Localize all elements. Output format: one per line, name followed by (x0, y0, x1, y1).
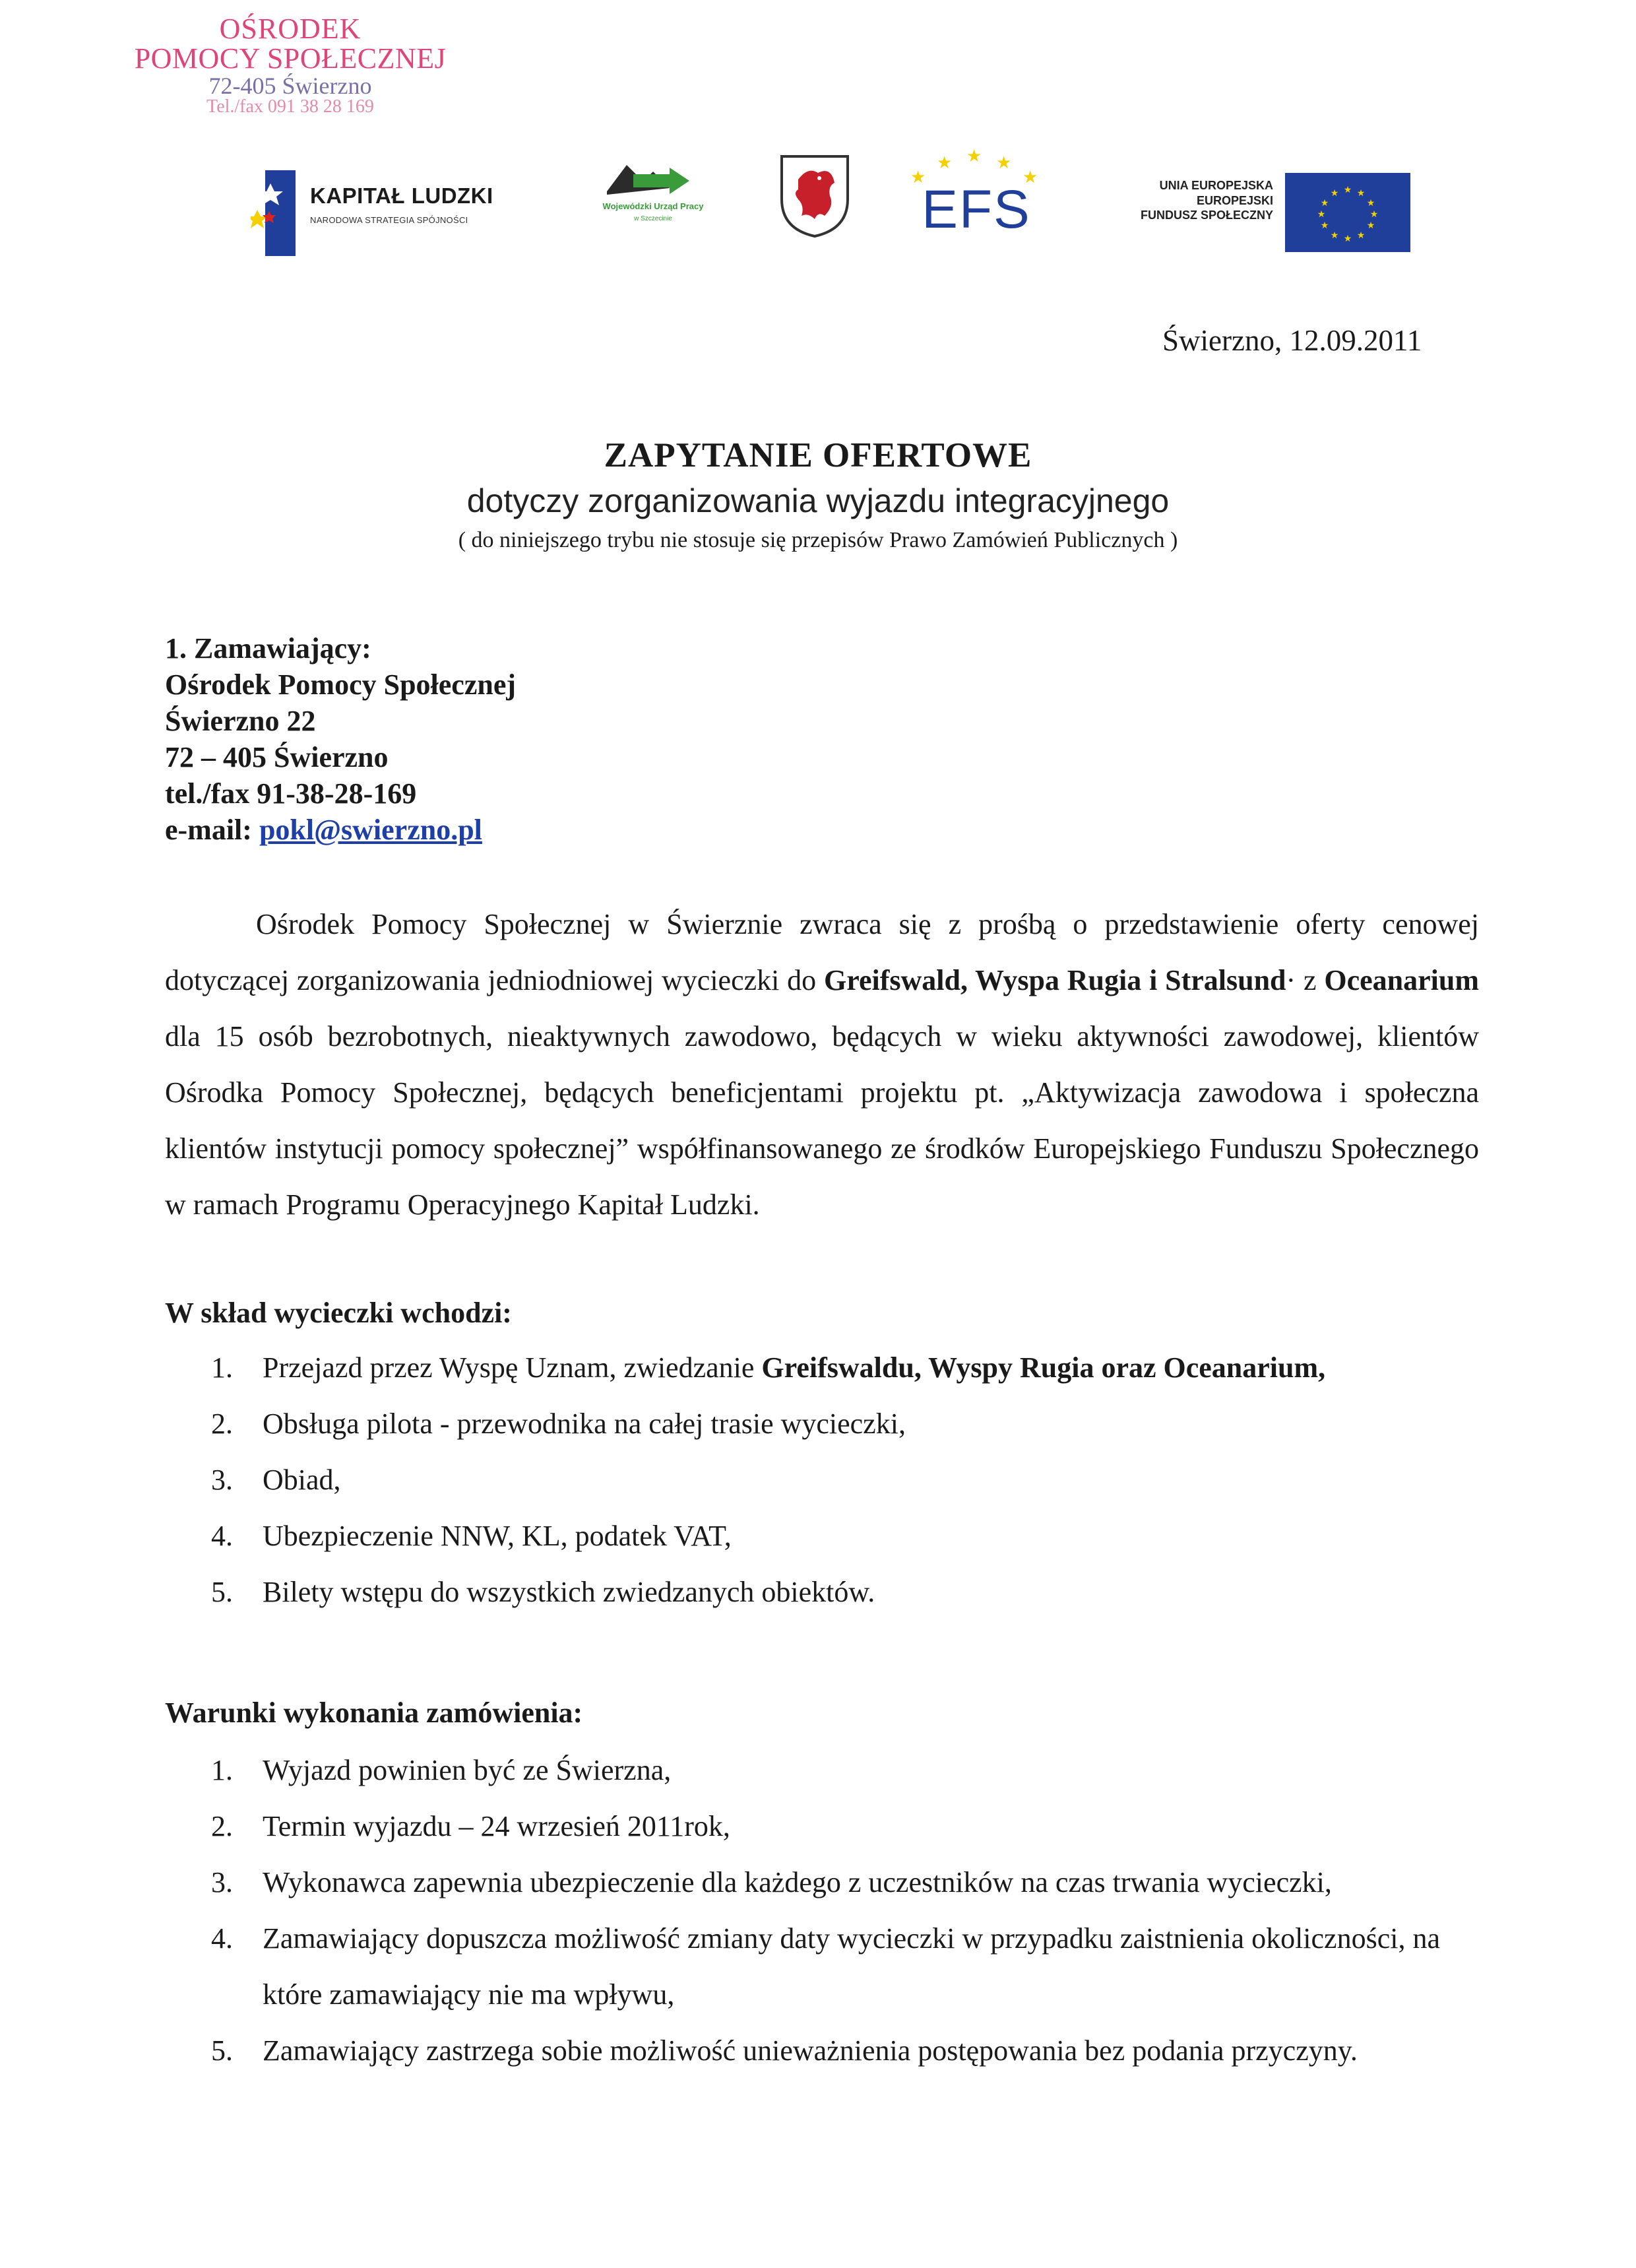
stamp-line-3: 72-405 Świerzno (208, 72, 372, 99)
email-link[interactable]: pokl@swierzno.pl (259, 814, 482, 846)
stamp-line-2: POMOCY SPOŁECZNEJ (134, 42, 447, 75)
svg-text:★: ★ (937, 153, 953, 173)
svg-text:★: ★ (1343, 185, 1352, 195)
paragraph-oceanarium: Oceanarium (1324, 964, 1480, 996)
griffin-crest-icon (778, 153, 851, 239)
efs-wordmark: EFS (922, 179, 1031, 240)
list-item: 5. Zamawiający zastrzega sobie możliwość unieważnienia postępowania bez podania przyczyny. (211, 2034, 1358, 2067)
eu-text-line-2: EUROPEJSKI (1196, 193, 1273, 207)
conditions-list (211, 1742, 1497, 2079)
list-item: 2. Termin wyjazdu – 24 wrzesień 2011rok, (211, 1810, 730, 1842)
legal-note: ( do niniejszego trybu nie stosuje się przepisów Prawo Zamówień Publicznych ) (458, 528, 1178, 552)
orderer-heading: 1. Zamawiający: (165, 632, 371, 664)
svg-text:★: ★ (1356, 188, 1366, 199)
svg-text:★: ★ (1366, 198, 1375, 209)
list-item: 1. Wyjazd powinien być ze Świerzna, (211, 1754, 672, 1786)
svg-text:★: ★ (910, 168, 926, 187)
svg-text:★: ★ (1320, 198, 1329, 209)
wup-arrow-icon (607, 158, 699, 205)
stamp-line-4: Tel./fax 091 38 28 169 (206, 96, 374, 117)
orderer-address (165, 630, 516, 848)
regional-crest-logo (778, 153, 851, 239)
list-item: 3. Obiad, (211, 1464, 341, 1496)
orderer-phone: tel./fax 91-38-28-169 (165, 777, 417, 810)
svg-text:★: ★ (1320, 220, 1329, 231)
efs-logo (904, 148, 1049, 244)
eu-flag-icon (1285, 173, 1410, 252)
stamp-line-1: OŚRODEK (219, 13, 362, 45)
list-item: 5. Bilety wstępu do wszystkich zwiedzanych obiektów. (211, 1576, 875, 1608)
paragraph-part-1: Ośrodek Pomocy Społecznej w Świerznie zwraca się z prośbą o przedstawienie oferty cenowej dotyczącej zorganizowania jedniodniowej wycieczki do (165, 908, 1479, 996)
svg-text:★: ★ (1366, 220, 1375, 231)
paragraph-destinations: Greifswald, Wyspa Rugia i Stralsund (824, 964, 1286, 996)
document-date: Świerzno, 12.09.2011 (1162, 324, 1422, 357)
svg-text:★: ★ (996, 153, 1012, 173)
document-title: ZAPYTANIE OFERTOWE (604, 436, 1032, 474)
kapital-ludzki-mark-icon (251, 164, 297, 263)
eu-text-line-3: FUNDUSZ SPOŁECZNY (1140, 209, 1273, 222)
list-item: 3. Wykonawca zapewnia ubezpieczenie dla każdego z uczestników na czas trwania wycieczki, (211, 1866, 1332, 1898)
svg-text:★: ★ (1317, 209, 1326, 220)
conditions-heading: Warunki wykonania zamówienia: (165, 1697, 583, 1729)
eu-text-line-1: UNIA EUROPEJSKA (1159, 179, 1273, 192)
svg-text:★: ★ (1356, 230, 1366, 241)
list-item: 4. Ubezpieczenie NNW, KL, podatek VAT, (211, 1520, 732, 1552)
organization-stamp (125, 15, 455, 117)
email-label: e-mail: (165, 814, 252, 846)
orderer-street: Świerzno 22 (165, 705, 316, 737)
wup-subtitle: w Szczecinie (634, 215, 672, 222)
svg-text:★: ★ (966, 148, 982, 166)
paragraph-part-3: dla 15 osób bezrobotnych, nieaktywnych zawodowo, będących w wieku aktywności zawodowej, klientów Ośrodka Pomocy Społecznej, będących beneficjentami projektu pt. „Aktywizacja zawodowa i społeczna klientów instytucji pomocy społecznej” współfinansowanego ze środków Europejskiego Funduszu Społecznego w ramach Programu Operacyjnego Kapitał Ludzki. (165, 1020, 1479, 1221)
request-paragraph (165, 896, 1479, 1233)
kapital-ludzki-title: KAPITAŁ LUDZKI (310, 183, 493, 208)
paragraph-part-2: · z (1286, 964, 1325, 996)
svg-text:★: ★ (1369, 209, 1379, 220)
svg-text:★: ★ (1343, 234, 1352, 244)
eu-text (1095, 178, 1273, 223)
orderer-email-row (165, 812, 516, 848)
trip-list (211, 1340, 1497, 1620)
svg-text:★: ★ (1330, 188, 1339, 199)
kapital-ludzki-subtitle: NARODOWA STRATEGIA SPÓJNOŚCI (310, 215, 468, 225)
svg-text:★: ★ (1022, 168, 1038, 187)
kapital-ludzki-logo (251, 164, 528, 263)
wup-title: Wojewódzki Urząd Pracy (602, 201, 704, 211)
svg-text:★: ★ (1330, 230, 1339, 241)
wup-logo (581, 158, 726, 257)
eu-logo (1095, 173, 1412, 255)
list-item: 4. Zamawiający dopuszcza możliwość zmiany daty wycieczki w przypadku zaistnienia okoliczności, na które zamawiający nie ma wpływu, (211, 1922, 1440, 2011)
trip-heading: W skład wycieczki wchodzi: (165, 1297, 512, 1329)
document-subtitle: dotyczy zorganizowania wyjazdu integracyjnego (466, 482, 1170, 519)
orderer-name: Ośrodek Pomocy Społecznej (165, 668, 517, 701)
list-item: 2. Obsługa pilota - przewodnika na całej trasie wycieczki, (211, 1408, 906, 1440)
list-item: 1. Przejazd przez Wyspę Uznam, zwiedzanie Greifswaldu, Wyspy Rugia oraz Oceanarium, (211, 1351, 1326, 1384)
orderer-city: 72 – 405 Świerzno (165, 741, 389, 773)
